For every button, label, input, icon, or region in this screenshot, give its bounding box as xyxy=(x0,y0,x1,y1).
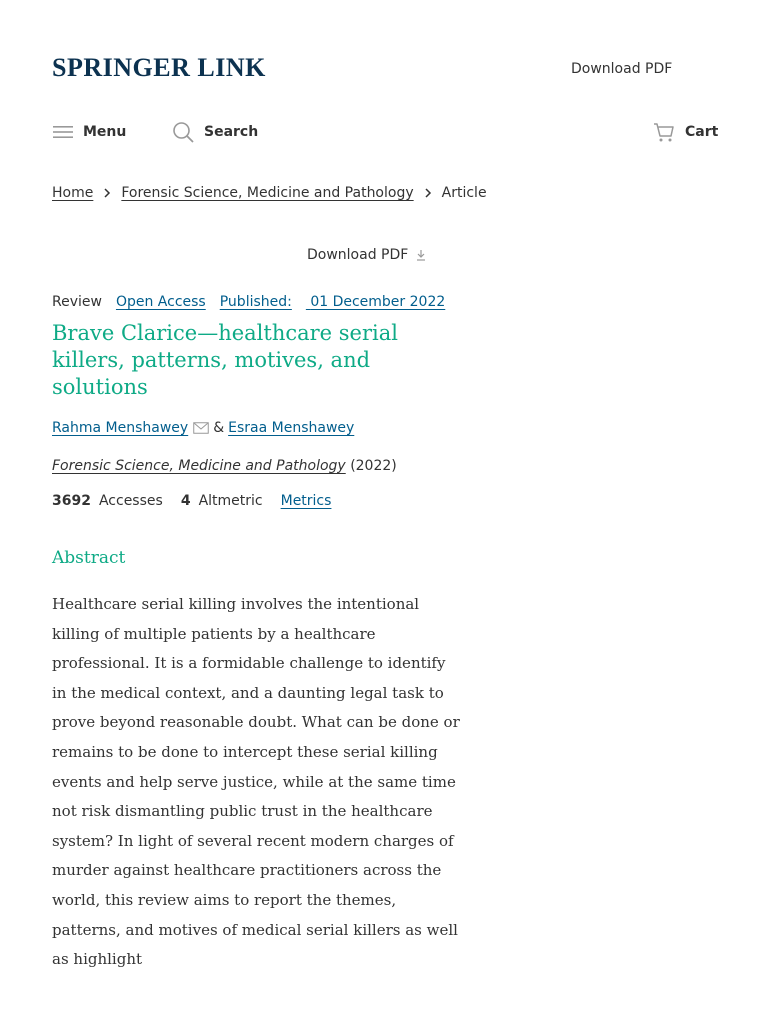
chevron-right-icon xyxy=(103,188,111,198)
chevron-right-icon xyxy=(424,188,432,198)
breadcrumb-journal-link[interactable]: Forensic Science, Medicine and Pathology xyxy=(121,185,414,201)
article-meta-row xyxy=(52,294,473,310)
cart-button[interactable] xyxy=(653,120,718,144)
logo-main-text: SPRINGER xyxy=(52,53,191,82)
abstract-heading: Abstract xyxy=(52,548,126,568)
author-link[interactable]: Rahma Menshawey xyxy=(52,420,189,436)
logo-second-text: LINK xyxy=(197,53,266,82)
breadcrumb xyxy=(52,185,487,201)
article-type: Review xyxy=(52,294,102,310)
journal-citation xyxy=(52,458,397,474)
metrics-link[interactable]: Metrics xyxy=(280,493,332,509)
author-link[interactable]: Esraa Menshawey xyxy=(228,420,355,436)
journal-year: (2022) xyxy=(350,458,397,474)
search-label: Search xyxy=(204,124,259,140)
menu-label: Menu xyxy=(83,124,127,140)
article-title: Brave Clarice—healthcare serial killers, patterns, motives, and solutions xyxy=(52,321,398,399)
author-separator: & xyxy=(213,420,225,436)
springer-link-logo[interactable] xyxy=(52,53,266,83)
published-date: 01 December 2022 xyxy=(310,294,446,310)
header-download-pdf-link[interactable]: Download PDF xyxy=(571,61,673,77)
cart-label: Cart xyxy=(685,124,719,140)
menu-button[interactable] xyxy=(53,120,126,144)
breadcrumb-home-link[interactable]: Home xyxy=(52,185,94,201)
breadcrumb-current: Article xyxy=(441,185,487,201)
search-button[interactable] xyxy=(172,120,258,144)
envelope-icon[interactable] xyxy=(193,422,209,434)
altmetric-count: 4 xyxy=(180,493,191,509)
published-label: Published: xyxy=(219,294,292,310)
accesses-count: 3692 xyxy=(52,493,91,509)
download-pdf-button[interactable] xyxy=(307,247,426,263)
author-list xyxy=(52,420,354,436)
download-pdf-label: Download PDF xyxy=(307,247,409,263)
accesses-label: Accesses xyxy=(98,493,163,509)
altmetric-label: Altmetric xyxy=(198,493,263,509)
article-stats xyxy=(52,493,331,509)
open-access-link[interactable]: Open Access xyxy=(115,294,206,310)
cart-icon xyxy=(653,121,675,143)
download-arrow-icon xyxy=(416,249,426,261)
journal-link[interactable]: Forensic Science, Medicine and Pathology xyxy=(52,458,346,474)
abstract-text: Healthcare serial killing involves the intentional killing of multiple patients by a healthcare professional. It is a formidable challenge to identify in the medical context, and a daunting legal task to prove beyond reasonable doubt. What can be done or remains to be done to intercept these serial killing events and help serve justice, while at the same time not risk dismantling public trust in the healthcare system? In light of several recent modern charges of murder against healthcare practitioners across the world, this review aims to report the themes, patterns, and motives of medical serial killers as well as highlight xyxy=(52,595,460,969)
published-date-link[interactable] xyxy=(220,294,460,310)
magnifier-icon xyxy=(172,121,194,143)
hamburger-icon xyxy=(53,124,73,140)
